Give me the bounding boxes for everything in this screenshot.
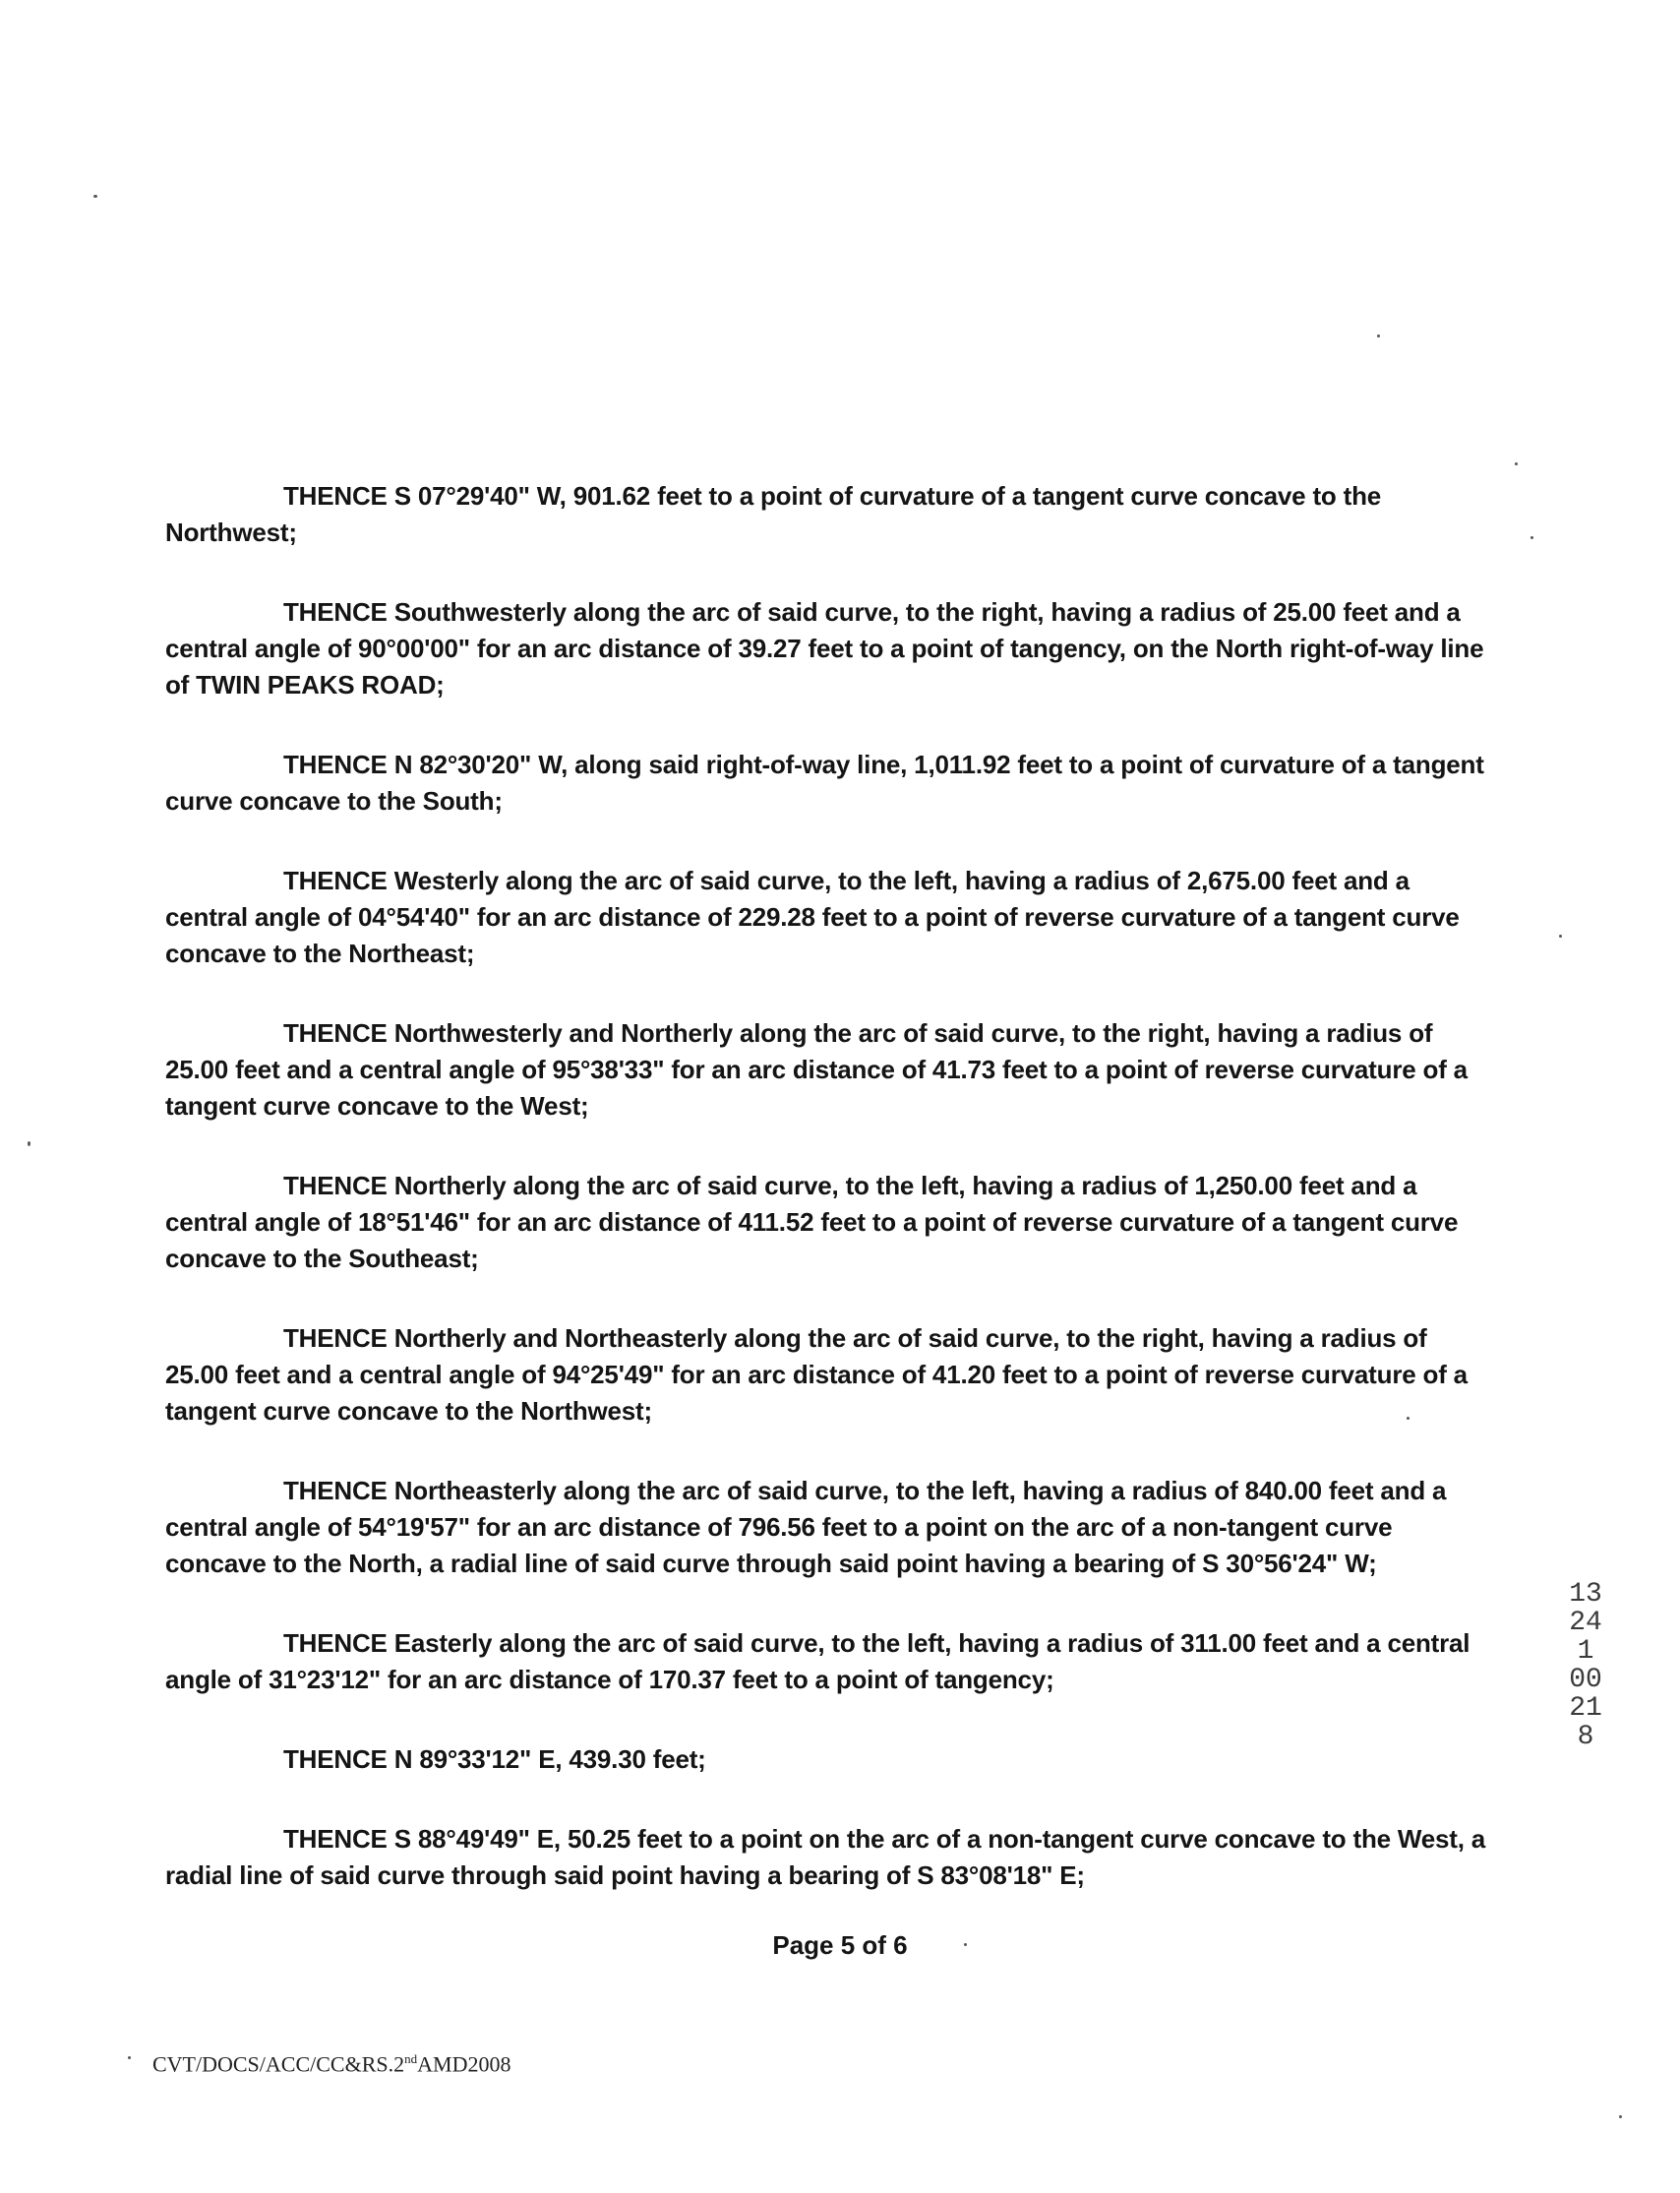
course-paragraph-7: THENCE Northerly and Northeasterly along the arc of said curve, to the right, having a radius of 25.00 feet and a central angle of 94°25'49" for an arc distance of 41.20 feet to a point of reverse curvature of a tangent curve concave to the Northwest; [165,1323,1468,1426]
course-paragraph-11: THENCE S 88°49'49" E, 50.25 feet to a point on the arc of a non-tangent curve concave to the West, a radial line of said curve through said point having a bearing of S 83°08'18" E; [165,1824,1486,1890]
scan-speck [1407,1417,1410,1420]
legal-description-body [165,478,1493,1937]
scan-speck [1515,462,1518,465]
scan-speck [1559,935,1562,938]
scan-speck [93,195,97,198]
course-paragraph-8: THENCE Northeasterly along the arc of said curve, to the left, having a radius of 840.00 feet and a central angle of 54°19'57" for an arc distance of 796.56 feet to a point on the arc of a non-tangent curve concave to the North, a radial line of said curve through said point having a bearing of S 30°56'24" W; [165,1476,1447,1578]
course-paragraph-6: THENCE Northerly along the arc of said curve, to the left, having a radius of 1,250.00 feet and a central angle of 18°51'46" for an arc distance of 411.52 feet to a point of reverse curvature of a tangent curve concave to the Southeast; [165,1171,1459,1273]
course-paragraph-10: THENCE N 89°33'12" E, 439.30 feet; [283,1744,706,1774]
page-number: Page 5 of 6 [772,1930,908,1960]
course-paragraph-3: THENCE N 82°30'20" W, along said right-of-way line, 1,011.92 feet to a point of curvature of a tangent curve concave to the South; [165,750,1484,816]
course-paragraph-9: THENCE Easterly along the arc of said curve, to the left, having a radius of 311.00 feet and a central angle of 31°23'12" for an arc distance of 170.37 feet to a point of tangency; [165,1628,1470,1694]
scan-speck [28,1141,30,1146]
scan-speck [1530,536,1533,539]
course-paragraph-1: THENCE S 07°29'40" W, 901.62 feet to a point of curvature of a tangent curve concave to the Northwest; [165,481,1382,547]
course-paragraph-5: THENCE Northwesterly and Northerly along the arc of said curve, to the right, having a radius of 25.00 feet and a central angle of 95°38'33" for an arc distance of 41.73 feet to a point of reverse curvature of a tangent curve concave to the West; [165,1018,1468,1121]
footer-ref-superscript: nd [404,2051,418,2066]
course-paragraph-2: THENCE Southwesterly along the arc of said curve, to the right, having a radius of 25.00 feet and a central angle of 90°00'00" for an arc distance of 39.27 feet to a point of tangency, on the North right-of-way line of TWIN PEAKS ROAD; [165,597,1484,700]
recording-stamp-number: 13241 00218 [1569,1579,1602,1752]
document-reference-footer [152,2051,510,2077]
footer-ref-prefix: CVT/DOCS/ACC/CC&RS.2 [152,2051,405,2077]
footer-ref-suffix: AMD2008 [417,2051,511,2077]
scan-speck [964,1943,967,1946]
scan-speck [1377,335,1380,337]
scan-speck [1619,2115,1622,2118]
course-paragraph-4: THENCE Westerly along the arc of said curve, to the left, having a radius of 2,675.00 feet and a central angle of 04°54'40" for an arc distance of 229.28 feet to a point of reverse curvature of a tangent curve concave to the Northeast; [165,866,1460,968]
scan-speck [128,2056,131,2059]
